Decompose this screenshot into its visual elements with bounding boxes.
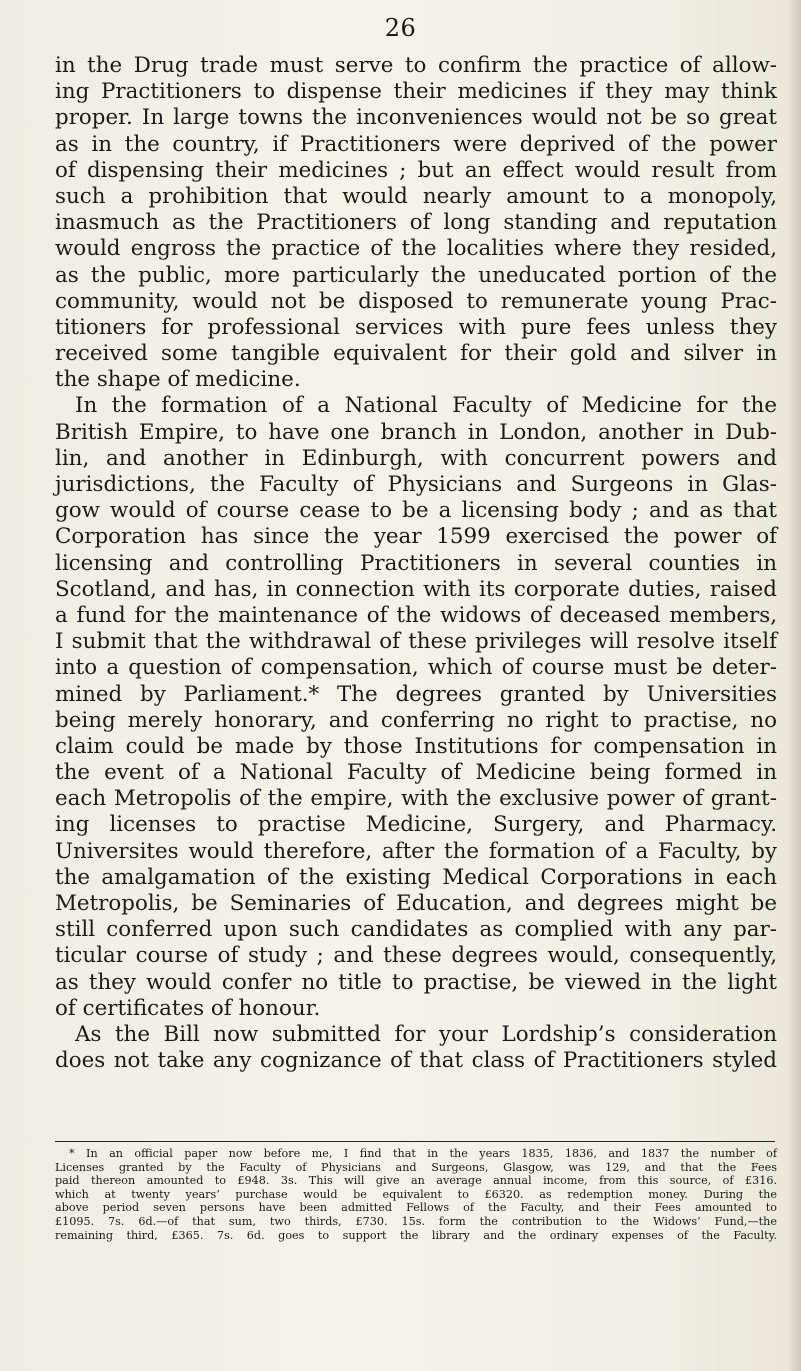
footnote-line: £1095. 7s. 6d.—of that sum, two thirds, £730. 15s. form the contribution to the Widows’ Fund,—the	[55, 1214, 777, 1228]
body-line: the event of a National Faculty of Medicine being formed in	[55, 760, 777, 786]
body-line: In the formation of a National Faculty of Medicine for the	[75, 393, 777, 419]
body-line: ticular course of study ; and these degrees would, consequently,	[55, 943, 777, 969]
body-line: in the Drug trade must serve to confirm the practice of allow-	[55, 53, 777, 78]
footnote-line: Licenses granted by the Faculty of Physicians and Surgeons, Glasgow, was 129, and that the Fees	[55, 1160, 777, 1174]
body-line: proper. In large towns the inconveniences would not be so great	[55, 105, 777, 131]
body-line: claim could be made by those Institutions for compensation in	[55, 733, 777, 759]
body-line: each Metropolis of the empire, with the exclusive power of grant-	[55, 786, 777, 812]
body-line: licensing and controlling Practitioners in several counties in	[55, 550, 777, 576]
page-number: 26	[384, 14, 417, 42]
footnote-line: remaining third, £365. 7s. 6d. goes to support the library and the ordinary expenses of the Faculty.	[55, 1228, 777, 1242]
body-line: Universites would therefore, after the formation of a Faculty, by	[55, 838, 777, 864]
body-line: into a question of compensation, which of course must be deter-	[55, 655, 777, 681]
body-line: As the Bill now submitted for your Lordship’s consideration	[75, 1021, 777, 1047]
body-line: as the public, more particularly the uneducated portion of the	[55, 262, 777, 288]
body-line: Scotland, and has, in connection with its corporate duties, raised	[55, 576, 777, 602]
body-line: as in the country, if Practitioners were deprived of the power	[55, 131, 777, 157]
body-line: Corporation has since the year 1599 exercised the power of	[55, 524, 777, 550]
body-line: being merely honorary, and conferring no right to practise, no	[55, 707, 777, 733]
body-line: of certificates of honour.	[55, 995, 321, 1021]
body-line: lin, and another in Edinburgh, with concurrent powers and	[55, 445, 777, 471]
footnote-line: paid thereon amounted to £948. 3s. This will give an average annual income, from this source, of £316.	[55, 1174, 777, 1188]
body-line: jurisdictions, the Faculty of Physicians and Surgeons in Glas-	[55, 472, 777, 497]
footnote	[55, 1147, 777, 1242]
body-line: a fund for the maintenance of the widows of deceased members,	[55, 602, 777, 628]
body-line: does not take any cognizance of that class of Practitioners styled	[55, 1048, 777, 1074]
body-line: titioners for professional services with pure fees unless they	[55, 314, 777, 340]
footnote-rule	[55, 1141, 775, 1142]
body-line: community, would not be disposed to remunerate young Prac-	[55, 288, 777, 314]
footnote-line: which at twenty years’ purchase would be equivalent to £6320. as redemption money. During the	[55, 1187, 777, 1201]
body-line: would engross the practice of the localities where they resided,	[55, 236, 777, 262]
body-text	[55, 53, 777, 1074]
body-line: as they would confer no title to practise, be viewed in the light	[55, 969, 777, 995]
page-edge-shadow	[787, 0, 801, 1371]
body-line: received some tangible equivalent for their gold and silver in	[55, 341, 777, 367]
footnote-line: above period seven persons have been admitted Fellows of the Faculty, and their Fees amounted to	[55, 1201, 777, 1215]
body-line: gow would of course cease to be a licensing body ; and as that	[55, 498, 777, 524]
footnote-line: * In an official paper now before me, I find that in the years 1835, 1836, and 1837 the number of	[69, 1147, 777, 1160]
body-line: British Empire, to have one branch in London, another in Dub-	[55, 419, 777, 445]
body-line: mined by Parliament.* The degrees granted by Universities	[55, 681, 777, 707]
body-line: ing Practitioners to dispense their medicines if they may think	[55, 79, 777, 105]
body-line: Metropolis, be Seminaries of Education, and degrees might be	[55, 891, 777, 916]
body-line: of dispensing their medicines ; but an effect would result from	[55, 157, 777, 183]
body-line: such a prohibition that would nearly amount to a monopoly,	[55, 183, 777, 209]
body-line: the shape of medicine.	[55, 367, 301, 393]
body-line: ing licenses to practise Medicine, Surgery, and Pharmacy.	[55, 812, 777, 838]
body-line: I submit that the withdrawal of these privileges will resolve itself	[55, 629, 777, 655]
body-line: still conferred upon such candidates as complied with any par-	[55, 917, 777, 943]
body-line: inasmuch as the Practitioners of long standing and reputation	[55, 210, 777, 236]
body-line: the amalgamation of the existing Medical Corporations in each	[55, 864, 777, 890]
